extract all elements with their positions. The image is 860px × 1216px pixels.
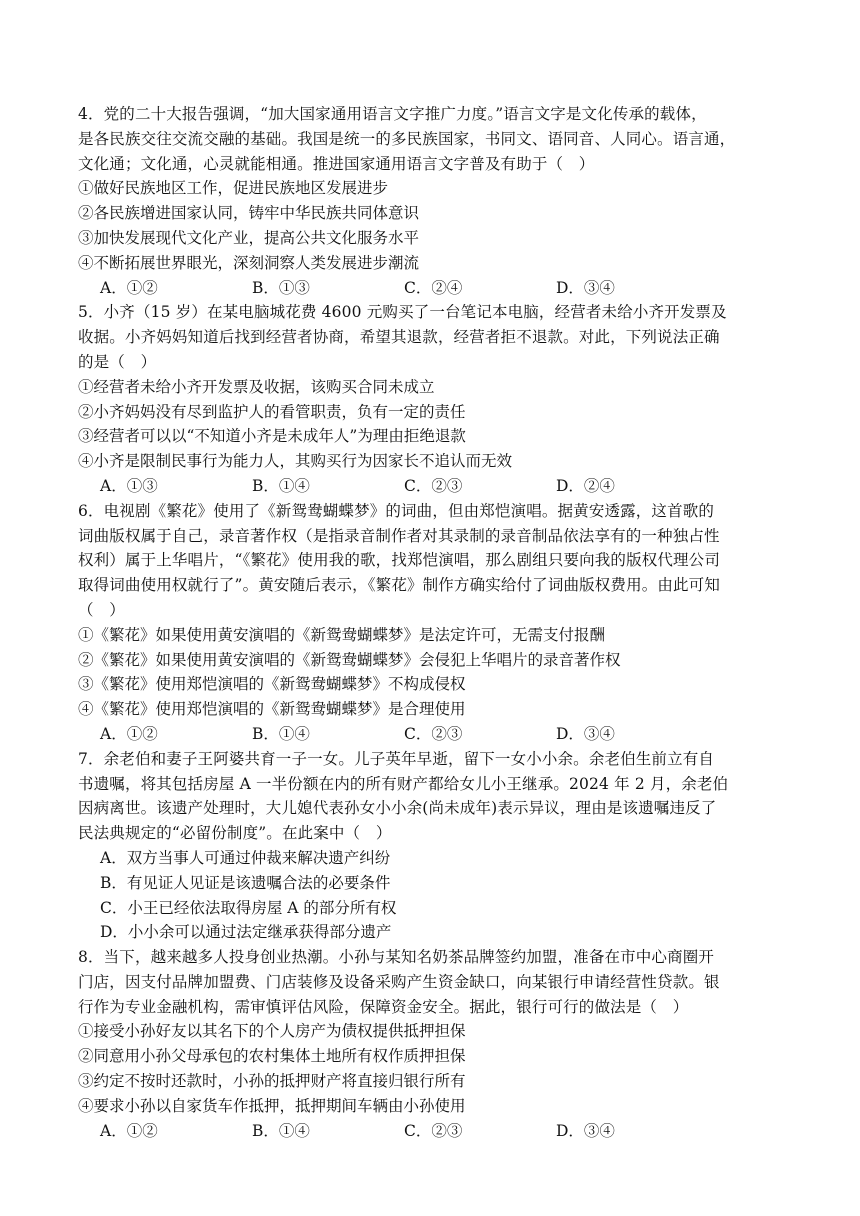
stem-line: 词曲版权属于自己，录音著作权（是指录音制作者对其录制的录音制品依法享有的一种独占性 [78,526,720,545]
option-b: B．①④ [252,1121,310,1140]
stem-line: 4．党的二十大报告强调，“加大国家通用语言文字推广力度。”语言文字是文化传承的载体， [78,105,707,123]
question-4 [78,102,788,300]
answer-options [78,474,788,499]
option-b: B．①③ [252,278,310,297]
stem-line: 8．当下，越来越多人投身创业热潮。小孙与某知名奶茶品牌签约加盟，准备在市中心商圈开 [78,948,715,967]
exam-page [78,102,788,1143]
stem-line: 是各民族交往交流交融的基础。我国是统一的多民族国家，书同文、语同音、人同心。语言通， [78,129,736,148]
statement-item: ①接受小孙好友以其名下的个人房产为债权提供抵押担保 [78,1022,466,1041]
option-d: D．小小余可以通过法定继承获得部分遗产 [100,923,392,942]
stem-line: 行作为专业金融机构，需审慎评估风险，保障资金安全。据此，银行可行的做法是（ ） [78,997,689,1016]
statement-item: ③《繁花》使用郑恺演唱的《新鸳鸯蝴蝶梦》不构成侵权 [78,675,466,694]
option-c: C．小王已经依法取得房屋 A 的部分所有权 [100,898,397,917]
stem-line: （ ） [78,600,125,619]
stem-line: 7．余老伯和妻子王阿婆共育一子一女。儿子英年早逝，留下一女小小余。余老伯生前立有自 [78,749,715,768]
question-stem [78,102,788,176]
question-7 [78,747,788,945]
stem-line: 民法典规定的“必留份制度”。在此案中（ ） [78,824,392,843]
option-d: D．③④ [556,1121,615,1140]
answer-options [78,1119,788,1144]
option-d: D．③④ [556,278,615,297]
statement-item: ③加快发展现代文化产业，提高公共文化服务水平 [78,228,420,247]
stem-line: 书遗嘱，将其包括房屋 A 一半份额在内的所有财产都给女儿小王继承。2024 年 2 月，余老伯 [78,774,729,793]
statement-item: ③经营者可以以“不知道小齐是未成年人”为理由拒绝退款 [78,427,466,446]
stem-line: 权利）属于上华唱片，“《繁花》使用我的歌，找郑恺演唱，那么剧组只要向我的版权代理公司 [78,551,720,570]
option-b: B．①④ [252,724,310,743]
statement-item: ③约定不按时还款时，小孙的抵押财产将直接归银行所有 [78,1072,466,1091]
statement-item: ④要求小孙以自家货车作抵押，抵押期间车辆由小孙使用 [78,1096,466,1115]
option-a: A．①② [100,1121,158,1140]
question-6 [78,499,788,747]
stem-line: 5．小齐（15 岁）在某电脑城花费 4600 元购买了一台笔记本电脑，经营者未给小齐开发票及 [78,303,727,322]
answer-options [78,276,788,301]
stem-line: 收据。小齐妈妈知道后找到经营者协商，希望其退款，经营者拒不退款。对此，下列说法正确 [78,328,720,347]
stem-line: 6．电视剧《繁花》使用了《新鸳鸯蝴蝶梦》的词曲，但由郑恺演唱。据黄安透露，这首歌的 [78,501,715,520]
answer-options [78,722,788,747]
option-c: C．②③ [404,476,463,495]
option-d: D．③④ [556,724,615,743]
question-stem [78,747,788,846]
question-stem [78,499,788,623]
statement-item: ②同意用小孙父母承包的农村集体土地所有权作质押担保 [78,1047,466,1066]
option-b: B．有见证人见证是该遗嘱合法的必要条件 [100,873,391,892]
statement-item: ②小齐妈妈没有尽到监护人的看管职责，负有一定的责任 [78,402,466,421]
option-a: A．①② [100,278,158,297]
stem-line: 门店，因支付品牌加盟费、门店装修及设备采购产生资金缺口，向某银行申请经营性贷款。银 [78,972,720,991]
stem-line: 的是（ ） [78,352,157,371]
question-stem [78,300,788,374]
option-a: A．①③ [100,476,158,495]
question-stem [78,945,788,1019]
option-a: A．①② [100,724,158,743]
statement-item: ④不断拓展世界眼光，深刻洞察人类发展进步潮流 [78,253,420,272]
option-c: C．②③ [404,724,463,743]
statement-item: ④小齐是限制民事行为能力人，其购买行为因家长不追认而无效 [78,452,513,471]
option-d: D．②④ [556,476,615,495]
stem-line: 文化通；文化通，心灵就能相通。推进国家通用语言文字普及有助于（ ） [78,154,595,173]
option-c: C．②③ [404,1121,463,1140]
question-5 [78,300,788,498]
statement-item: ④《繁花》使用郑恺演唱的《新鸳鸯蝴蝶梦》是合理使用 [78,700,466,719]
option-a: A．双方当事人可通过仲裁来解决遗产纠纷 [100,848,391,867]
option-b: B．①④ [252,476,310,495]
question-8 [78,945,788,1143]
stem-line: 取得词曲使用权就行了”。黄安随后表示，《繁花》制作方确实给付了词曲版权费用。由此可知 [78,576,720,595]
statement-item: ②各民族增进国家认同，铸牢中华民族共同体意识 [78,204,420,223]
option-c: C．②④ [404,278,463,297]
statement-item: ①《繁花》如果使用黄安演唱的《新鸳鸯蝴蝶梦》是法定许可，无需支付报酬 [78,625,606,644]
statement-item: ①做好民族地区工作，促进民族地区发展进步 [78,179,389,198]
statement-item: ②《繁花》如果使用黄安演唱的《新鸳鸯蝴蝶梦》会侵犯上华唱片的录音著作权 [78,650,621,669]
statement-item: ①经营者未给小齐开发票及收据，该购买合同未成立 [78,377,435,396]
stem-line: 因病离世。该遗产处理时，大儿媳代表孙女小小余(尚未成年)表示异议，理由是该遗嘱违反了 [78,799,717,818]
